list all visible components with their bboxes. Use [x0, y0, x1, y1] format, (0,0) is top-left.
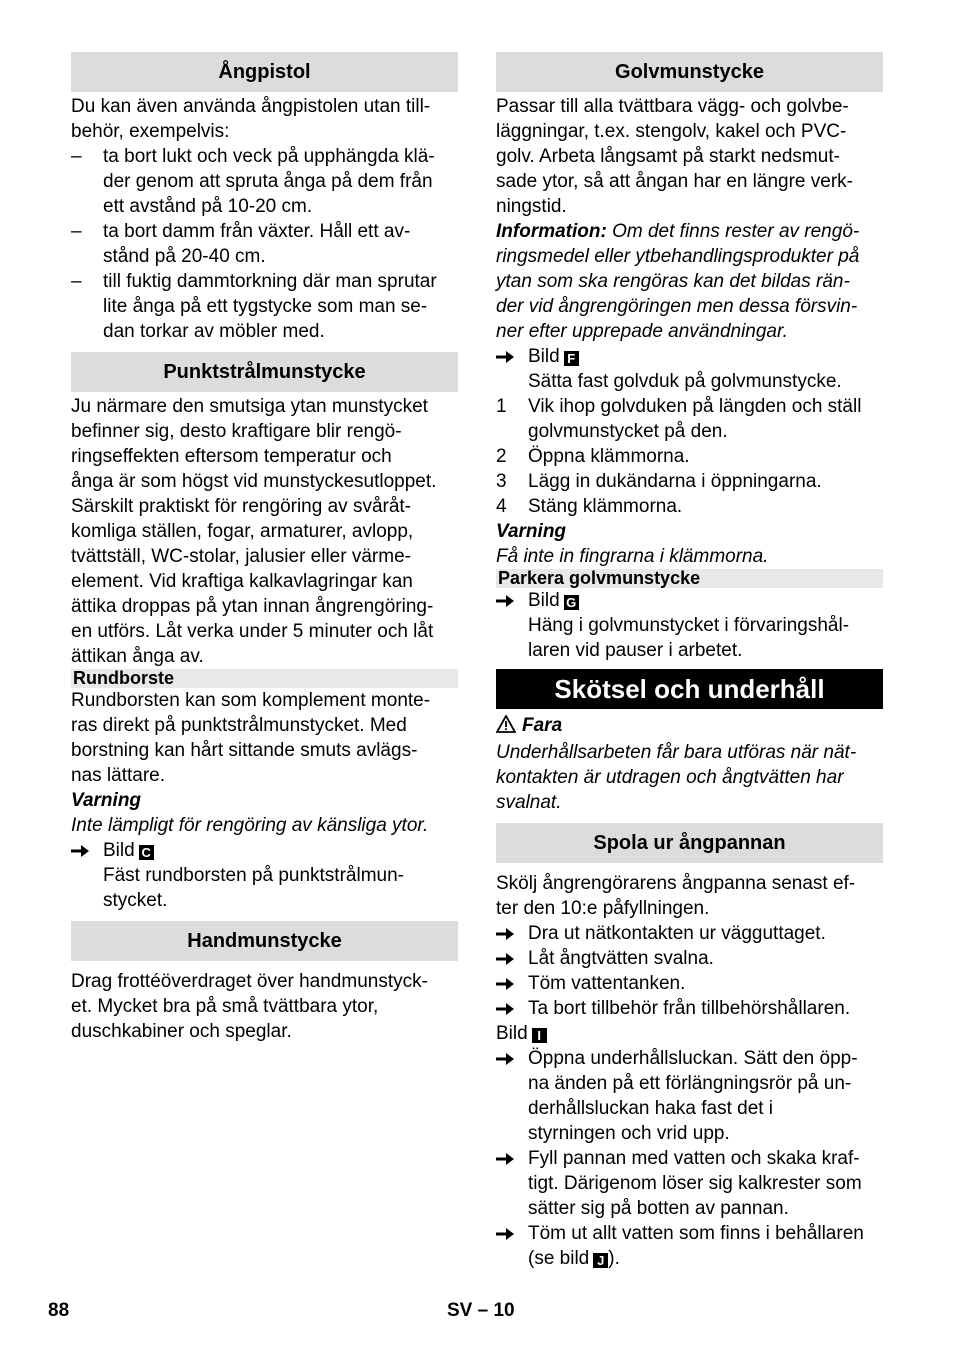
- golv-step-4: 4 Stäng klämmorna.: [496, 496, 683, 517]
- spola-intro: Skölj ångrengörarens ångpanna senast ef- ter den 10:e påfyllningen.: [496, 873, 856, 919]
- parkera-bild-step: Bild G Häng i golvmunstycket i förvaringshål- laren vid pauser i arbetet.: [496, 588, 883, 663]
- section-page-label: SV – 10: [447, 1300, 515, 1321]
- heading-spola-ur-angpannan: Spola ur ångpannan: [496, 823, 883, 863]
- angpistol-item-3: – till fuktig dammtorkning där man sprutar lite ånga på ett tygstycke som man se- dan torkar av möbler med.: [71, 271, 437, 342]
- dash-marker: –: [71, 221, 82, 242]
- spola-arrow-2: Låt ångtvätten svalna.: [496, 946, 883, 971]
- page-number: 88: [48, 1300, 70, 1321]
- spola-arrow-3: Töm vattentanken.: [496, 971, 883, 996]
- angpistol-intro-1: Du kan även använda ångpistolen utan till-: [71, 96, 431, 117]
- danger-text: Underhållsarbeten får bara utföras när nät- kontakten är utdragen och ångtvätten har svalnat.: [496, 742, 857, 813]
- golv-information: Information: Om det finns rester av rengö- ringsmedel eller ytbehandlingsprodukter på ytan som ska rengöras kan det bildas rän- der vid ångrengöringen men dessa försvin- ner efter upprepade användningar.: [496, 221, 860, 342]
- arrow-right-icon: [496, 996, 524, 1016]
- danger-label-row: Fara: [496, 713, 883, 740]
- arrow-right-icon: [496, 1221, 524, 1241]
- left-column: [71, 52, 458, 1044]
- figure-badge: I: [532, 1028, 547, 1043]
- figure-badge: G: [564, 595, 579, 610]
- heading-golvmunstycke: Golvmunstycke: [496, 52, 883, 92]
- dash-marker: –: [71, 146, 82, 167]
- golv-paragraph: Passar till alla tvättbara vägg- och golvbe- läggningar, t.ex. stengolv, kakel och PVC- golv. Arbeta långsamt på starkt nedsmut- sade ytor, så att ångan har en längre verk- ningstid.: [496, 96, 853, 217]
- golv-step-2: 2 Öppna klämmorna.: [496, 446, 690, 467]
- arrow-right-icon: [496, 971, 524, 991]
- arrow-right-icon: [496, 946, 524, 966]
- angpistol-item-2: – ta bort damm från växter. Håll ett av- stånd på 20-40 cm.: [71, 221, 411, 267]
- information-label: Information:: [496, 221, 607, 242]
- arrow-right-icon: [71, 838, 99, 858]
- golv-step-1: 1 Vik ihop golvduken på längden och ställ golvmunstycket på den.: [496, 396, 862, 442]
- golv-bild-step: Bild F Sätta fast golvduk på golvmunstycke.: [496, 344, 883, 394]
- golv-warning-label: Varning: [496, 521, 567, 542]
- rundborste-warning-text: Inte lämpligt för rengöring av känsliga ytor.: [71, 815, 429, 836]
- subheading-rundborste: Rundborste: [71, 669, 458, 688]
- spola-arrow-7: Töm ut allt vatten som finns i behållaren (se bild J ).: [496, 1221, 883, 1271]
- arrow-right-icon: [496, 588, 524, 608]
- figure-badge: J: [593, 1253, 608, 1268]
- heading-punktstralmunstycke: Punktstrålmunstycke: [71, 352, 458, 392]
- spola-arrow-1: Dra ut nätkontakten ur vägguttaget.: [496, 921, 883, 946]
- angpistol-intro-2: behör, exempelvis:: [71, 121, 230, 142]
- arrow-right-icon: [496, 344, 524, 364]
- rundborste-paragraph: Rundborsten kan som komplement monte- ras direkt på punktstrålmunstycket. Med borstning kan hårt sittande smuts avlägs- nas lättare.: [71, 690, 431, 786]
- spola-arrow-4: Ta bort tillbehör från tillbehörshållaren.: [496, 996, 883, 1021]
- spola-bild: Bild I: [496, 1021, 883, 1046]
- golv-step-3: 3 Lägg in dukändarna i öppningarna.: [496, 471, 822, 492]
- angpistol-item-1: – ta bort lukt och veck på upphängda klä- der genom att spruta ånga på dem från ett avstånd på 10-20 cm.: [71, 146, 435, 217]
- rundborste-bild-step: Bild C Fäst rundborsten på punktstrålmun- stycket.: [71, 838, 458, 913]
- warning-triangle-icon: [496, 715, 516, 740]
- figure-badge: F: [564, 351, 579, 366]
- hand-paragraph: Drag frottéöverdraget över handmunstyck- et. Mycket bra på små tvättbara ytor, duschkabiner och speglar.: [71, 971, 428, 1042]
- figure-badge: C: [139, 845, 154, 860]
- spola-arrow-5: Öppna underhållsluckan. Sätt den öpp- na änden på ett förlängningsrör på un- derhållsluckan haka fast det i styrningen och vrid upp.: [496, 1046, 883, 1146]
- heading-skotsel-och-underhall: Skötsel och underhåll: [496, 669, 883, 709]
- spola-arrow-6: Fyll pannan med vatten och skaka kraf- tigt. Därigenom löser sig kalkrester som sätter sig på botten av pannan.: [496, 1146, 883, 1221]
- punkt-paragraph: Ju närmare den smutsiga ytan munstycket befinner sig, desto kraftigare blir rengö- ringseffekten eftersom temperatur och ånga är som högst vid munstyckesutloppet. Särskilt praktiskt för rengöring av svåråt- komliga ställen, fogar, armaturer, avlopp, tvättställ, WC-stolar, jalusier eller värme- element. Vid kraftiga kalkavlagringar kan ättika droppas på ytan innan ångrengöring- en utförs. Låt verka under 5 minuter och låt ättikan ånga av.: [71, 396, 437, 667]
- arrow-right-icon: [496, 921, 524, 941]
- arrow-right-icon: [496, 1146, 524, 1166]
- right-column: [496, 52, 883, 1271]
- heading-handmunstycke: Handmunstycke: [71, 921, 458, 961]
- dash-marker: –: [71, 271, 82, 292]
- heading-angpistol: Ångpistol: [71, 52, 458, 92]
- golv-warning-text: Få inte in fingrarna i klämmorna.: [496, 546, 769, 567]
- subheading-parkera: Parkera golvmunstycke: [496, 569, 883, 588]
- arrow-right-icon: [496, 1046, 524, 1066]
- rundborste-warning-label: Varning: [71, 790, 142, 811]
